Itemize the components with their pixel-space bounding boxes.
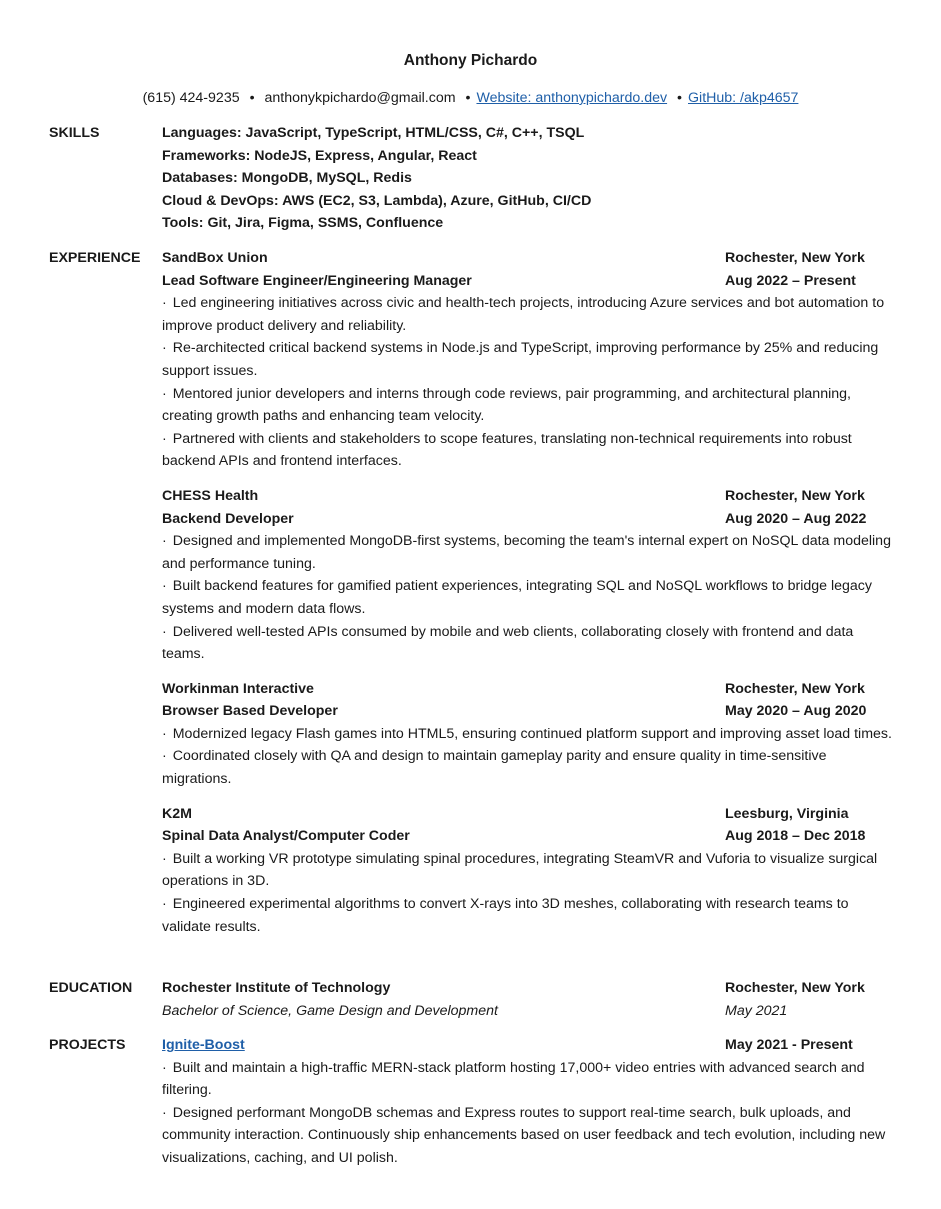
job-location: Leesburg, Virginia bbox=[725, 805, 849, 822]
job-bullet: · Built a working VR prototype simulating spinal procedures, integrating SteamVR and Vuforia to visualize surgical operations in 3D. bbox=[162, 850, 878, 890]
job-entry bbox=[162, 247, 897, 473]
website-link[interactable]: Website: anthonypichardo.dev bbox=[476, 90, 668, 106]
skills-list bbox=[162, 122, 897, 235]
job-bullet: · Partnered with clients and stakeholders to scope features, translating non-technical requirements into robust backend APIs and frontend interfaces. bbox=[162, 430, 852, 470]
graduation-date: May 2021 bbox=[725, 1002, 788, 1019]
job-title: Lead Software Engineer/Engineering Manager bbox=[162, 272, 472, 289]
project-bullet: · Built and maintain a high-traffic MERN-stack platform hosting 17,000+ video entries with advanced search and filtering. bbox=[162, 1059, 865, 1099]
job-title: Backend Developer bbox=[162, 510, 294, 527]
job-bullet: · Engineered experimental algorithms to convert X-rays into 3D meshes, collaborating with research teams to validate results. bbox=[162, 896, 849, 935]
job-company: CHESS Health bbox=[162, 487, 259, 504]
experience-list bbox=[162, 247, 897, 950]
section-label-education: EDUCATION bbox=[49, 980, 133, 996]
school-name: Rochester Institute of Technology bbox=[162, 980, 391, 996]
separator: • bbox=[465, 90, 471, 106]
skills-line: Tools: Git, Jira, Figma, SSMS, Confluence bbox=[162, 215, 444, 232]
job-entry bbox=[162, 803, 897, 939]
separator: • bbox=[249, 90, 255, 106]
project-bullet: · Designed performant MongoDB schemas and Express routes to support real-time search, bulk uploads, and community interaction. Continuously ship enhancements based on user feedback and tech evolution, including new visualizations, caching, and UI polish. bbox=[162, 1104, 886, 1166]
job-location: Rochester, New York bbox=[725, 487, 865, 504]
job-dates: Aug 2022 – Present bbox=[725, 272, 856, 289]
separator: • bbox=[677, 90, 682, 106]
education-entry bbox=[162, 977, 897, 1022]
job-dates: Aug 2020 – Aug 2022 bbox=[725, 510, 867, 527]
job-bullet: · Led engineering initiatives across civic and health-tech projects, introducing Azure services and bot automation to improve product delivery and reliability. bbox=[162, 295, 885, 334]
skills-line: Cloud & DevOps: AWS (EC2, S3, Lambda), Azure, GitHub, CI/CD bbox=[162, 192, 592, 209]
section-label-experience: EXPERIENCE bbox=[49, 250, 141, 266]
skills-line: Databases: MongoDB, MySQL, Redis bbox=[162, 170, 412, 187]
job-bullet: · Coordinated closely with QA and design to maintain gameplay parity and ensure quality in time-sensitive migrations. bbox=[162, 748, 827, 788]
job-bullet: · Re-architected critical backend systems in Node.js and TypeScript, improving performance by 25% and reducing support issues. bbox=[162, 340, 879, 379]
project-entry bbox=[162, 1034, 897, 1170]
job-company: Workinman Interactive bbox=[162, 680, 314, 697]
job-bullet: · Delivered well-tested APIs consumed by mobile and web clients, collaborating closely with frontend and data teams. bbox=[162, 623, 854, 663]
resume-name: Anthony Pichardo bbox=[403, 52, 538, 69]
school-location: Rochester, New York bbox=[725, 980, 865, 996]
job-company: K2M bbox=[162, 805, 192, 822]
job-title: Spinal Data Analyst/Computer Coder bbox=[162, 828, 410, 845]
section-label-projects: PROJECTS bbox=[49, 1037, 126, 1053]
job-bullet: · Modernized legacy Flash games into HTML5, ensuring continued platform support and improving asset load times. bbox=[162, 725, 892, 742]
skills-line: Languages: JavaScript, TypeScript, HTML/CSS, C#, C++, TSQL bbox=[162, 125, 585, 141]
job-bullet: · Built backend features for gamified patient experiences, integrating SQL and NoSQL workflows to bridge legacy systems and modern data flows. bbox=[162, 578, 872, 617]
skills-line: Frameworks: NodeJS, Express, Angular, React bbox=[162, 147, 477, 164]
job-entry bbox=[162, 485, 897, 666]
project-link[interactable]: Ignite-Boost bbox=[162, 1037, 245, 1053]
job-location: Rochester, New York bbox=[725, 250, 865, 266]
job-location: Rochester, New York bbox=[725, 680, 865, 697]
contact-line bbox=[0, 87, 941, 110]
section-label-skills: SKILLS bbox=[49, 125, 100, 141]
github-link[interactable]: GitHub: /akp4657 bbox=[688, 90, 799, 106]
project-dates: May 2021 - Present bbox=[725, 1037, 853, 1053]
job-dates: Aug 2018 – Dec 2018 bbox=[725, 828, 866, 845]
phone-number: (615) 424-9235 bbox=[142, 90, 240, 106]
job-bullet: · Mentored junior developers and interns through code reviews, pair programming, and architectural planning, creating growth paths and enhancing team velocity. bbox=[162, 385, 851, 425]
email-address: anthonykpichardo@gmail.com bbox=[264, 90, 456, 106]
degree: Bachelor of Science, Game Design and Development bbox=[162, 1002, 498, 1019]
job-bullet: · Designed and implemented MongoDB-first systems, becoming the team's internal expert on NoSQL data modeling and performance tuning. bbox=[162, 533, 891, 572]
job-title: Browser Based Developer bbox=[162, 703, 338, 720]
job-dates: May 2020 – Aug 2020 bbox=[725, 703, 867, 720]
job-company: SandBox Union bbox=[162, 250, 268, 266]
job-entry bbox=[162, 678, 897, 791]
